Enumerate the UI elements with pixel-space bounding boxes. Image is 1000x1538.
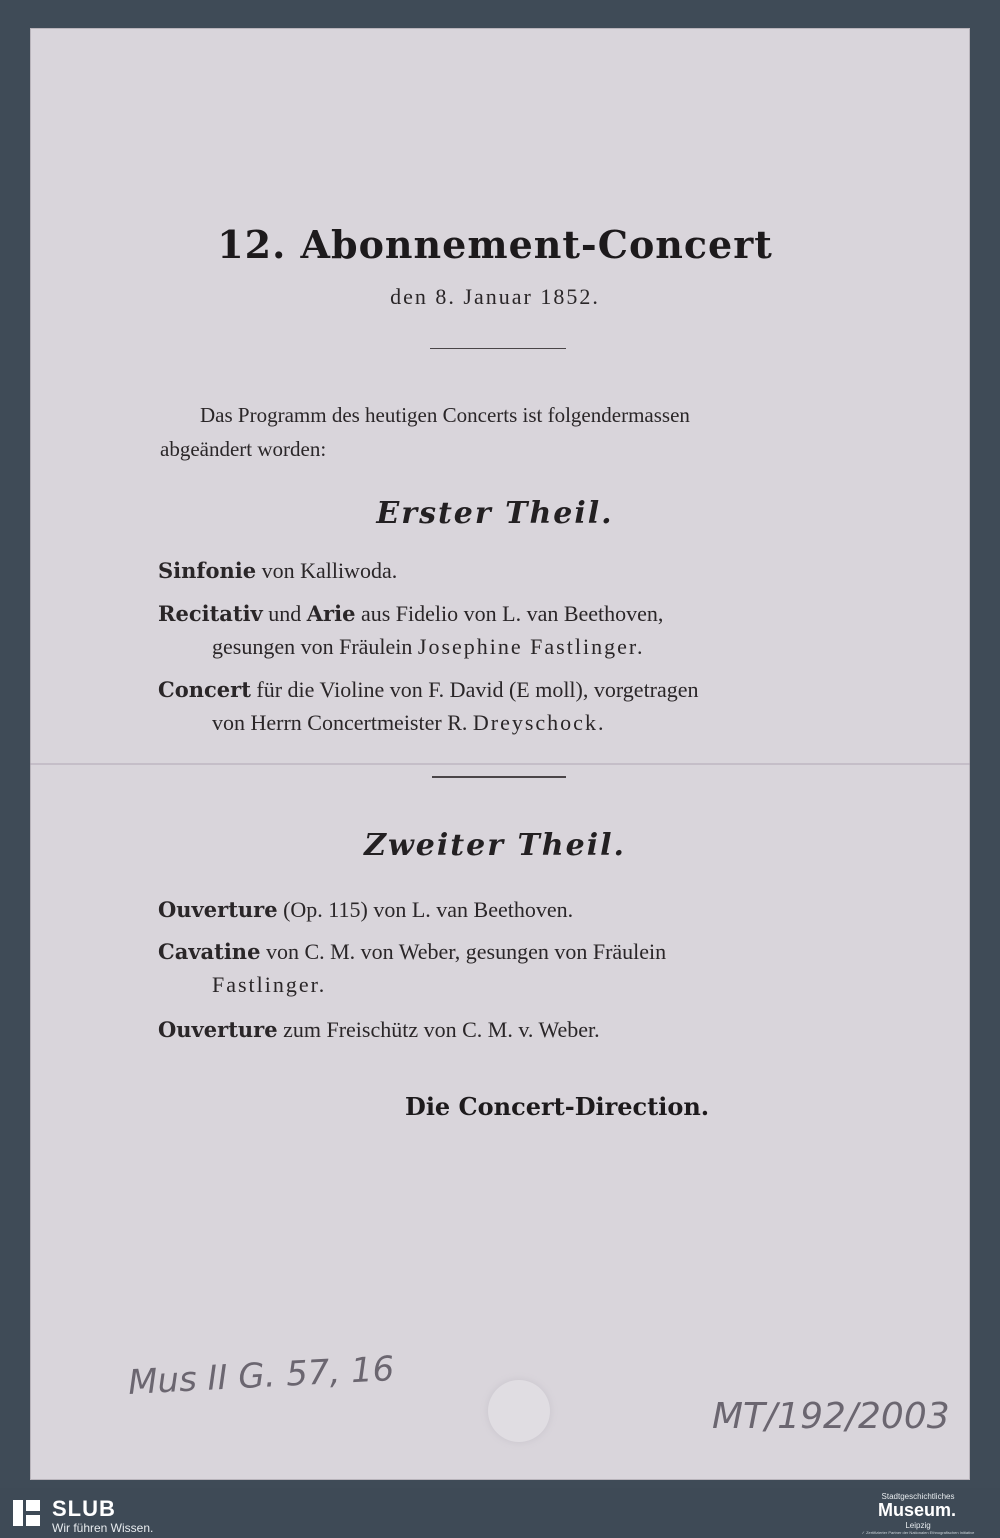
program-item-line <box>158 935 848 968</box>
program-item-continuation <box>158 630 848 663</box>
piece-detail: zum Freischütz von C. M. v. Weber. <box>277 1017 600 1042</box>
divider-middle <box>432 776 566 778</box>
piece-name: Sinfonie <box>158 558 257 583</box>
program-item-continuation <box>158 706 848 739</box>
footer-bar <box>0 1488 1000 1538</box>
piece-name: Ouverture <box>158 1017 278 1042</box>
piece-detail: für die Violine von F. David (E moll), vorgetragen <box>250 677 699 702</box>
program-item-line <box>158 673 848 706</box>
handwritten-inventory-number: MT/192/2003 <box>712 1396 950 1437</box>
piece-detail: von C. M. von Weber, gesungen von Fräulein <box>260 939 667 964</box>
program-item <box>158 673 848 739</box>
piece-name: Arie <box>306 601 356 626</box>
museum-certification: ✓ Zertifizierter Partner der Nationalen Ethnografischen Initiative <box>861 1530 975 1535</box>
signature-line: Die Concert-Direction. <box>405 1092 710 1121</box>
program-item <box>158 1013 848 1046</box>
program-item-line <box>158 554 848 587</box>
piece-name: Cavatine <box>158 939 261 964</box>
program-item <box>158 935 848 1001</box>
program-item-line <box>158 597 848 630</box>
performer-prefix: gesungen von Fräulein <box>212 634 418 659</box>
program-item <box>158 554 848 587</box>
museum-city: Leipzig <box>905 1521 931 1530</box>
intro-line-1: Das Programm des heutigen Concerts ist folgendermassen <box>200 403 690 427</box>
embossed-stamp <box>488 1380 550 1442</box>
performer-name: Josephine Fastlinger. <box>417 634 645 659</box>
program-item <box>158 893 848 926</box>
concert-date: den 8. Januar 1852. <box>390 284 600 309</box>
program-item <box>158 597 848 663</box>
piece-name: Concert <box>158 677 251 702</box>
piece-name: Ouverture <box>158 897 278 922</box>
museum-name: Museum. <box>877 1500 956 1520</box>
slub-tagline: Wir führen Wissen. <box>52 1521 154 1535</box>
intro-paragraph <box>160 398 840 466</box>
piece-detail: aus Fidelio von L. van Beethoven, <box>355 601 664 626</box>
museum-label-top: Stadtgeschichtliches <box>881 1492 955 1501</box>
divider-top <box>430 348 566 349</box>
piece-name: Recitativ <box>158 601 263 626</box>
piece-detail: (Op. 115) von L. van Beethoven. <box>277 897 574 922</box>
performer-prefix: von Herrn Concertmeister R. <box>212 710 473 735</box>
part-1-heading: Erster Theil. <box>376 496 614 531</box>
program-item-line <box>158 893 848 926</box>
slub-name: SLUB <box>52 1496 116 1521</box>
slub-logo-icon <box>12 1498 42 1528</box>
concert-title: 12. Abonnement-Concert <box>217 222 773 267</box>
performer-name: Fastlinger. <box>212 972 327 997</box>
part-2-heading: Zweiter Theil. <box>364 828 626 863</box>
performer-name: Dreyschock. <box>472 710 606 735</box>
intro-line-2: abgeändert worden: <box>160 437 327 461</box>
program-item-line <box>158 1013 848 1046</box>
handwritten-shelfmark: Mus II G. 57, 16 <box>127 1349 396 1403</box>
piece-detail: von Kalliwoda. <box>256 558 398 583</box>
piece-connector: und <box>262 601 307 626</box>
